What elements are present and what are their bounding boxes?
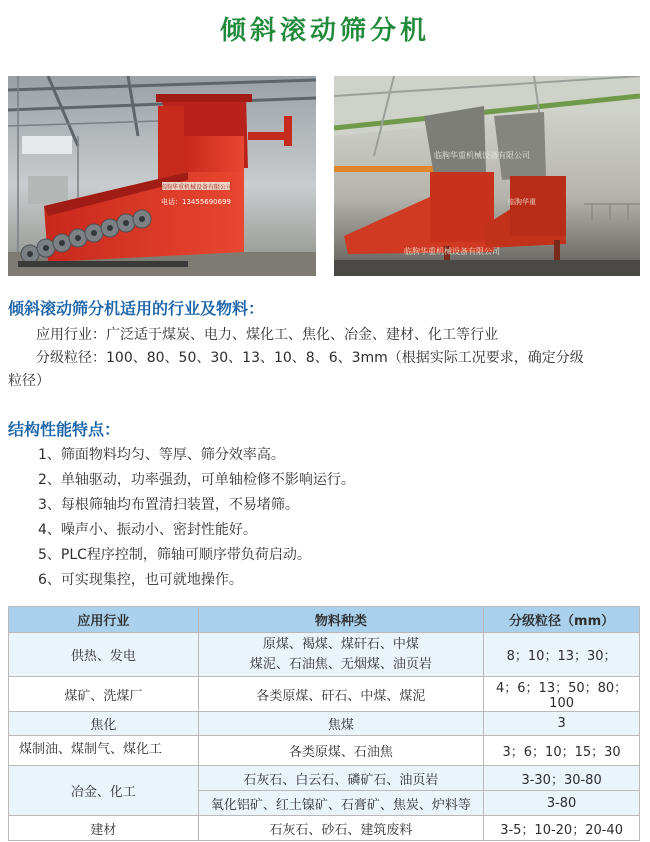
material-line: 煤泥、石油焦、无烟煤、油页岩 — [249, 656, 432, 672]
cell-materials: 石灰石、砂石、建筑废料 — [198, 816, 483, 841]
cell-materials — [198, 633, 483, 677]
cell-size: 3-30；30-80 — [484, 766, 640, 791]
feature-item: 4、噪声小、振动小、密封性能好。 — [38, 522, 257, 538]
cell-materials: 石灰石、白云石、磷矿石、油页岩 — [198, 766, 483, 791]
feature-item: 5、PLC程序控制，筛轴可顺序带负荷启动。 — [38, 547, 311, 563]
table-header-row — [9, 607, 640, 633]
cell-materials: 焦煤 — [198, 712, 483, 736]
feature-item: 1、筛面物料均匀、等厚、筛分效率高。 — [38, 447, 285, 463]
cell-industry: 焦化 — [9, 712, 199, 736]
feature-item: 3、每根筛轴均布置清扫装置，不易堵筛。 — [38, 497, 299, 513]
machine-photo-workshop — [8, 76, 316, 276]
cell-industry: 冶金、化工 — [9, 766, 199, 816]
cell-size: 3-80 — [484, 791, 640, 816]
header-size: 分级粒径（mm） — [484, 607, 640, 633]
cell-industry: 建材 — [9, 816, 199, 841]
material-line: 原煤、褐煤、煤矸石、中煤 — [262, 636, 419, 652]
machine-photo-plant — [334, 76, 640, 276]
page-title: 倾斜滚动筛分机 — [219, 16, 430, 46]
cell-materials: 各类原煤、矸石、中煤、煤泥 — [198, 677, 483, 712]
section-heading-applications: 倾斜滚动筛分机适用的行业及物料： — [8, 299, 265, 318]
cell-materials: 各类原煤、石油焦 — [198, 736, 483, 766]
table-row — [9, 766, 640, 791]
plate-phone-text: 电话：13455690699 — [161, 198, 231, 206]
section-heading-features: 结构性能特点： — [8, 420, 121, 439]
watermark-mid-text: 临朐华重 — [508, 198, 536, 206]
cell-size: 4；6；13；50；80；100 — [484, 677, 640, 712]
table-row — [9, 677, 640, 712]
feature-item: 6、可实现集控，也可就地操作。 — [38, 572, 243, 588]
watermark-top-text: 临朐华重机械设备有限公司 — [434, 151, 530, 160]
cell-materials: 氧化铝矿、红土镍矿、石膏矿、焦炭、炉料等 — [198, 791, 483, 816]
grading-text-line2: 粒径） — [8, 373, 50, 389]
cell-size: 8；10；13；30； — [484, 633, 640, 677]
spec-table — [8, 606, 640, 841]
feature-item: 2、单轴驱动，功率强劲，可单轴检修不影响运行。 — [38, 472, 355, 488]
cell-size: 3；6；10；15；30 — [484, 736, 640, 766]
table-row — [9, 816, 640, 841]
grading-text-line1: 分级粒径：100、80、50、30、13、10、8、6、3mm（根据实际工况要求，确定分级 — [36, 350, 584, 366]
cell-size: 3 — [484, 712, 640, 736]
plate-company-text: 临朐华重机械设备有限公司 — [159, 184, 233, 191]
table-row — [9, 736, 640, 766]
header-materials: 物料种类 — [198, 607, 483, 633]
features-list — [38, 443, 355, 593]
watermark-bottom-text: 临朐华重机械设备有限公司 — [404, 247, 500, 256]
industry-text: 应用行业：广泛适于煤炭、电力、煤化工、焦化、冶金、建材、化工等行业 — [36, 327, 498, 343]
cell-industry: 供热、发电 — [9, 633, 199, 677]
header-industry: 应用行业 — [9, 607, 199, 633]
applications-paragraph — [8, 324, 642, 393]
cell-industry: 煤制油、煤制气、煤化工 — [9, 736, 199, 766]
cell-size: 3-5；10-20；20-40 — [484, 816, 640, 841]
cell-industry: 煤矿、洗煤厂 — [9, 677, 199, 712]
table-row — [9, 712, 640, 736]
table-row — [9, 633, 640, 677]
